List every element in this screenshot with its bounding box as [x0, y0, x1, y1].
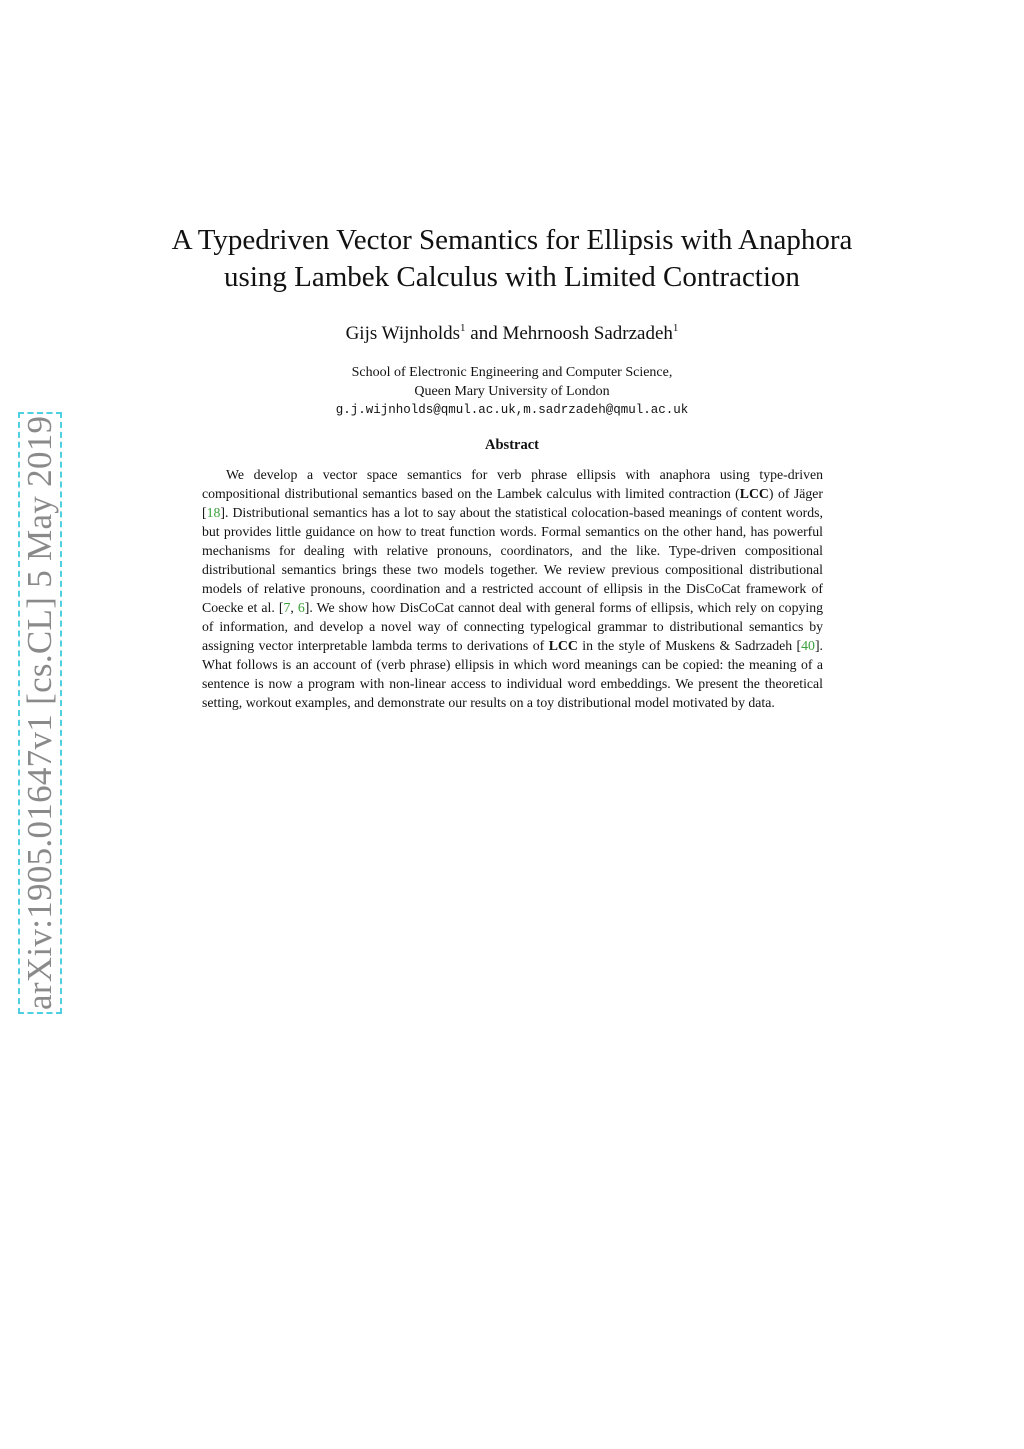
author-name: Mehrnoosh Sadrzadeh	[502, 323, 673, 344]
affiliation-mark: 1	[460, 322, 466, 334]
affiliation-department: School of Electronic Engineering and Computer Science,	[351, 365, 673, 380]
paper-title	[120, 222, 904, 296]
author-conjunction: and	[470, 323, 498, 344]
affiliation-mark: 1	[672, 322, 679, 334]
lcc-term: LCC	[548, 638, 578, 653]
abstract-text: ]. We show how DisCoCat cannot deal with general forms of ellipsis, which rely on copying of information, and develop a novel way of connecting typelogical grammar to distributional semantics by assigning vector interpretable lambda terms to derivations of	[202, 600, 823, 653]
citation-separator: ,	[290, 600, 298, 615]
author-emails: g.j.wijnholds@qmul.ac.uk,m.sadrzadeh@qmul.ac.uk	[335, 403, 689, 417]
author-list	[200, 321, 824, 347]
title-line-1: A Typedriven Vector Semantics for Ellipsis with Anaphora	[171, 224, 853, 256]
abstract-heading: Abstract	[485, 437, 539, 453]
abstract-text: We develop a vector space semantics for verb phrase ellipsis with anaphora using type-driven compositional distributional semantics based on the Lambek calculus with limited contraction (	[202, 467, 823, 501]
citation-link[interactable]: 7	[283, 600, 291, 615]
abstract-text: ]. What follows is an account of (verb phrase) ellipsis in which word meanings can be copied: the meaning of a sentence is now a program with non-linear access to individual word embeddings. We present the theoretical setting, workout examples, and demonstrate our results on a toy distributional model motivated by data.	[202, 638, 823, 710]
lcc-term: LCC	[739, 486, 769, 501]
abstract-text: ) of Jäger [	[202, 486, 823, 520]
title-line-2: using Lambek Calculus with Limited Contraction	[224, 261, 800, 293]
abstract-text: in the style of Muskens & Sadrzadeh [	[577, 638, 802, 653]
arxiv-identifier: arXiv:1905.01647v1 [cs.CL] 5 May 2019	[20, 415, 59, 1010]
affiliation-block	[200, 363, 824, 420]
author-name: Gijs Wijnholds	[345, 323, 461, 344]
affiliation-university: Queen Mary University of London	[414, 384, 610, 399]
citation-link[interactable]: 40	[801, 638, 815, 653]
citation-link[interactable]: 18	[206, 505, 221, 520]
abstract-body	[202, 465, 823, 712]
citation-link[interactable]: 6	[297, 600, 305, 615]
abstract-text: ]. Distributional semantics has a lot to say about the statistical colocation-based meanings of content words, but provides little guidance on how to treat function words. Formal semantics on the other hand, has powerful mechanisms for dealing with relative pronouns, coordinators, and the like. Type-driven compositional distributional semantics brings these two models together. We review previous compositional distributional models of relative pronouns, coordination and a restricted account of ellipsis in the DisCoCat framework of Coecke et al. [	[202, 505, 823, 615]
